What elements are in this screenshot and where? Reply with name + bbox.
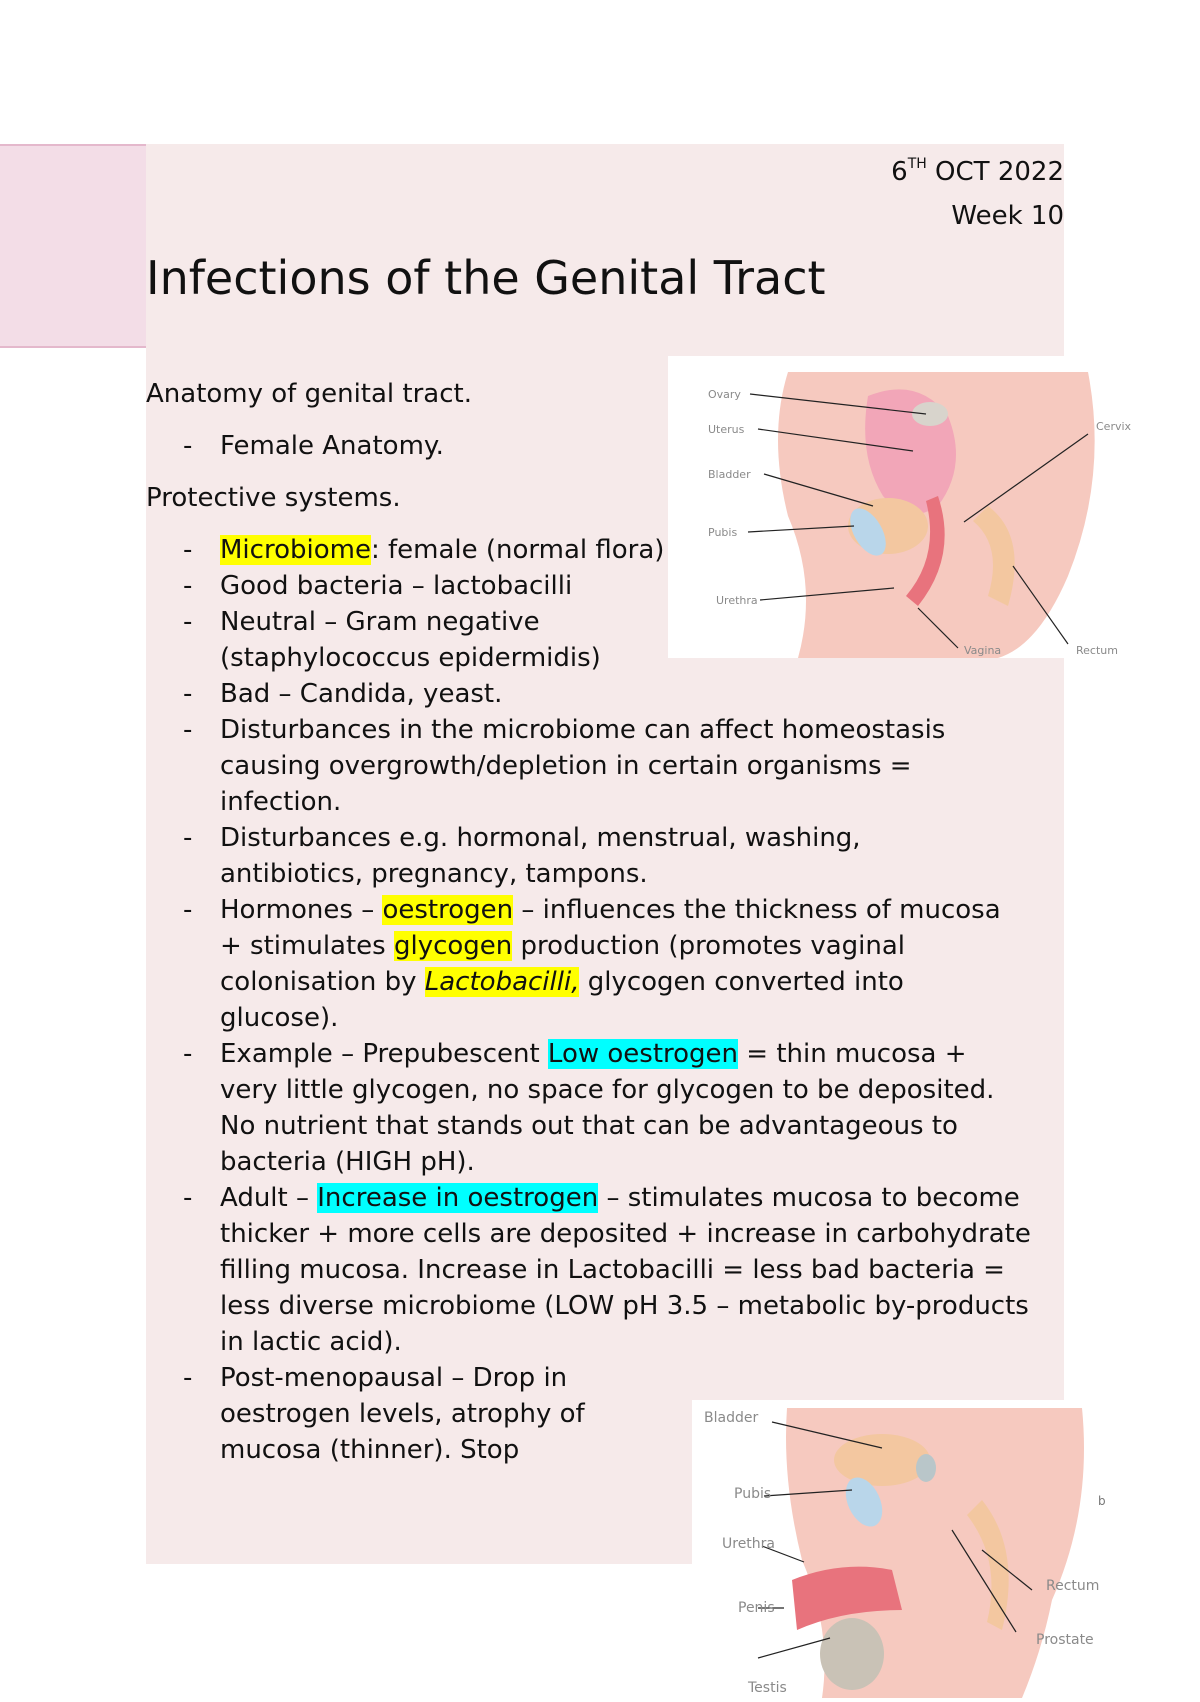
anatomy-item: - Female Anatomy.	[146, 428, 1052, 480]
list-item-neutral: - Neutral – Gram negative (staphylococcus epidermidis)	[146, 604, 720, 676]
male-label-rectum: Rectum	[1046, 1578, 1100, 1594]
female-anatomy-illustration	[668, 356, 1158, 658]
date-line	[891, 144, 1064, 192]
ovary-shape	[912, 402, 948, 426]
list-item-bad: - Bad – Candida, yeast.	[146, 676, 1052, 712]
date-rest: OCT 2022	[926, 157, 1064, 187]
highlight-glycogen: glycogen	[393, 931, 513, 961]
hormones-c: production (promotes vaginal colonisation by	[220, 931, 906, 997]
list-item-good: - Good bacteria – lactobacilli	[146, 568, 720, 604]
date-suffix: TH	[907, 156, 927, 172]
list-item-disturb1: - Disturbances in the microbiome can affect homeostasis causing overgrowth/depletion in certain organisms = infection.	[146, 712, 980, 820]
list-item-adult	[146, 1180, 1052, 1360]
highlight-increase-oestrogen: Increase in oestrogen	[317, 1183, 599, 1213]
highlight-low-oestrogen: Low oestrogen	[547, 1039, 739, 1069]
adult-b: – stimulates mucosa to become thicker + more cells are deposited + increase in carbohydrate filling mucosa. Increase in Lactobacilli = less bad bacteria = less diverse microbiome (LOW pH 3.5 – metabolic by-products in lactic acid).	[220, 1183, 1031, 1357]
label-vagina: Vagina	[964, 644, 1002, 657]
page-title: Infections of the Genital Tract	[146, 251, 826, 305]
male-label-bladder: Bladder	[704, 1410, 759, 1426]
example-b: = thin mucosa + very little glycogen, no space for glycogen to be deposited. No nutrient that stands out that can be advantageous to bacteria (HIGH pH).	[220, 1039, 995, 1177]
list-item-hormones	[146, 892, 1020, 1036]
list-item-example	[146, 1036, 1020, 1180]
side-tab-decoration	[0, 144, 146, 348]
label-bladder: Bladder	[708, 468, 751, 481]
label-urethra: Urethra	[716, 594, 758, 607]
highlight-oestrogen: oestrogen	[382, 895, 514, 925]
male-anatomy-figure	[692, 1400, 1160, 1698]
male-label-urethra: Urethra	[722, 1536, 776, 1552]
example-a: Example – Prepubescent	[220, 1039, 548, 1069]
label-uterus: Uterus	[708, 423, 745, 436]
figure-corner-mark: b	[1098, 1494, 1106, 1508]
male-label-testis: Testis	[748, 1680, 787, 1696]
hormones-a: Hormones –	[220, 895, 383, 925]
microbiome-text: : female (normal flora)	[370, 535, 665, 565]
label-ovary: Ovary	[708, 388, 741, 401]
list-item-post-menopausal: - Post-menopausal – Drop in oestrogen levels, atrophy of mucosa (thinner). Stop	[146, 1360, 660, 1468]
highlight-microbiome: Microbiome	[220, 535, 371, 565]
female-anatomy-figure	[668, 356, 1158, 658]
adult-a: Adult –	[220, 1183, 318, 1213]
highlight-lactobacilli: Lactobacilli,	[424, 967, 580, 997]
label-pubis: Pubis	[708, 526, 738, 539]
anatomy-heading: Anatomy of genital tract.	[146, 379, 472, 409]
hormones-d: glycogen converted into glucose).	[220, 967, 904, 1033]
list-item-disturb2: - Disturbances e.g. hormonal, menstrual, washing, antibiotics, pregnancy, tampons.	[146, 820, 980, 892]
label-cervix: Cervix	[1096, 420, 1132, 433]
protective-list	[146, 532, 1052, 1468]
testis-shape	[820, 1618, 884, 1690]
prostate-shape	[916, 1454, 936, 1482]
list-item-microbiome	[146, 532, 720, 568]
male-label-pubis: Pubis	[734, 1486, 772, 1502]
male-label-penis: Penis	[738, 1600, 775, 1616]
hormones-b: – influences the thickness of mucosa + stimulates	[220, 895, 1001, 961]
protective-heading: Protective systems.	[146, 483, 401, 513]
week-label: Week 10	[951, 201, 1064, 231]
date-day: 6	[891, 157, 908, 187]
male-label-prostate: Prostate	[1036, 1632, 1094, 1648]
male-anatomy-illustration	[692, 1400, 1160, 1698]
male-bladder-shape	[834, 1434, 930, 1486]
label-rectum: Rectum	[1076, 644, 1118, 657]
